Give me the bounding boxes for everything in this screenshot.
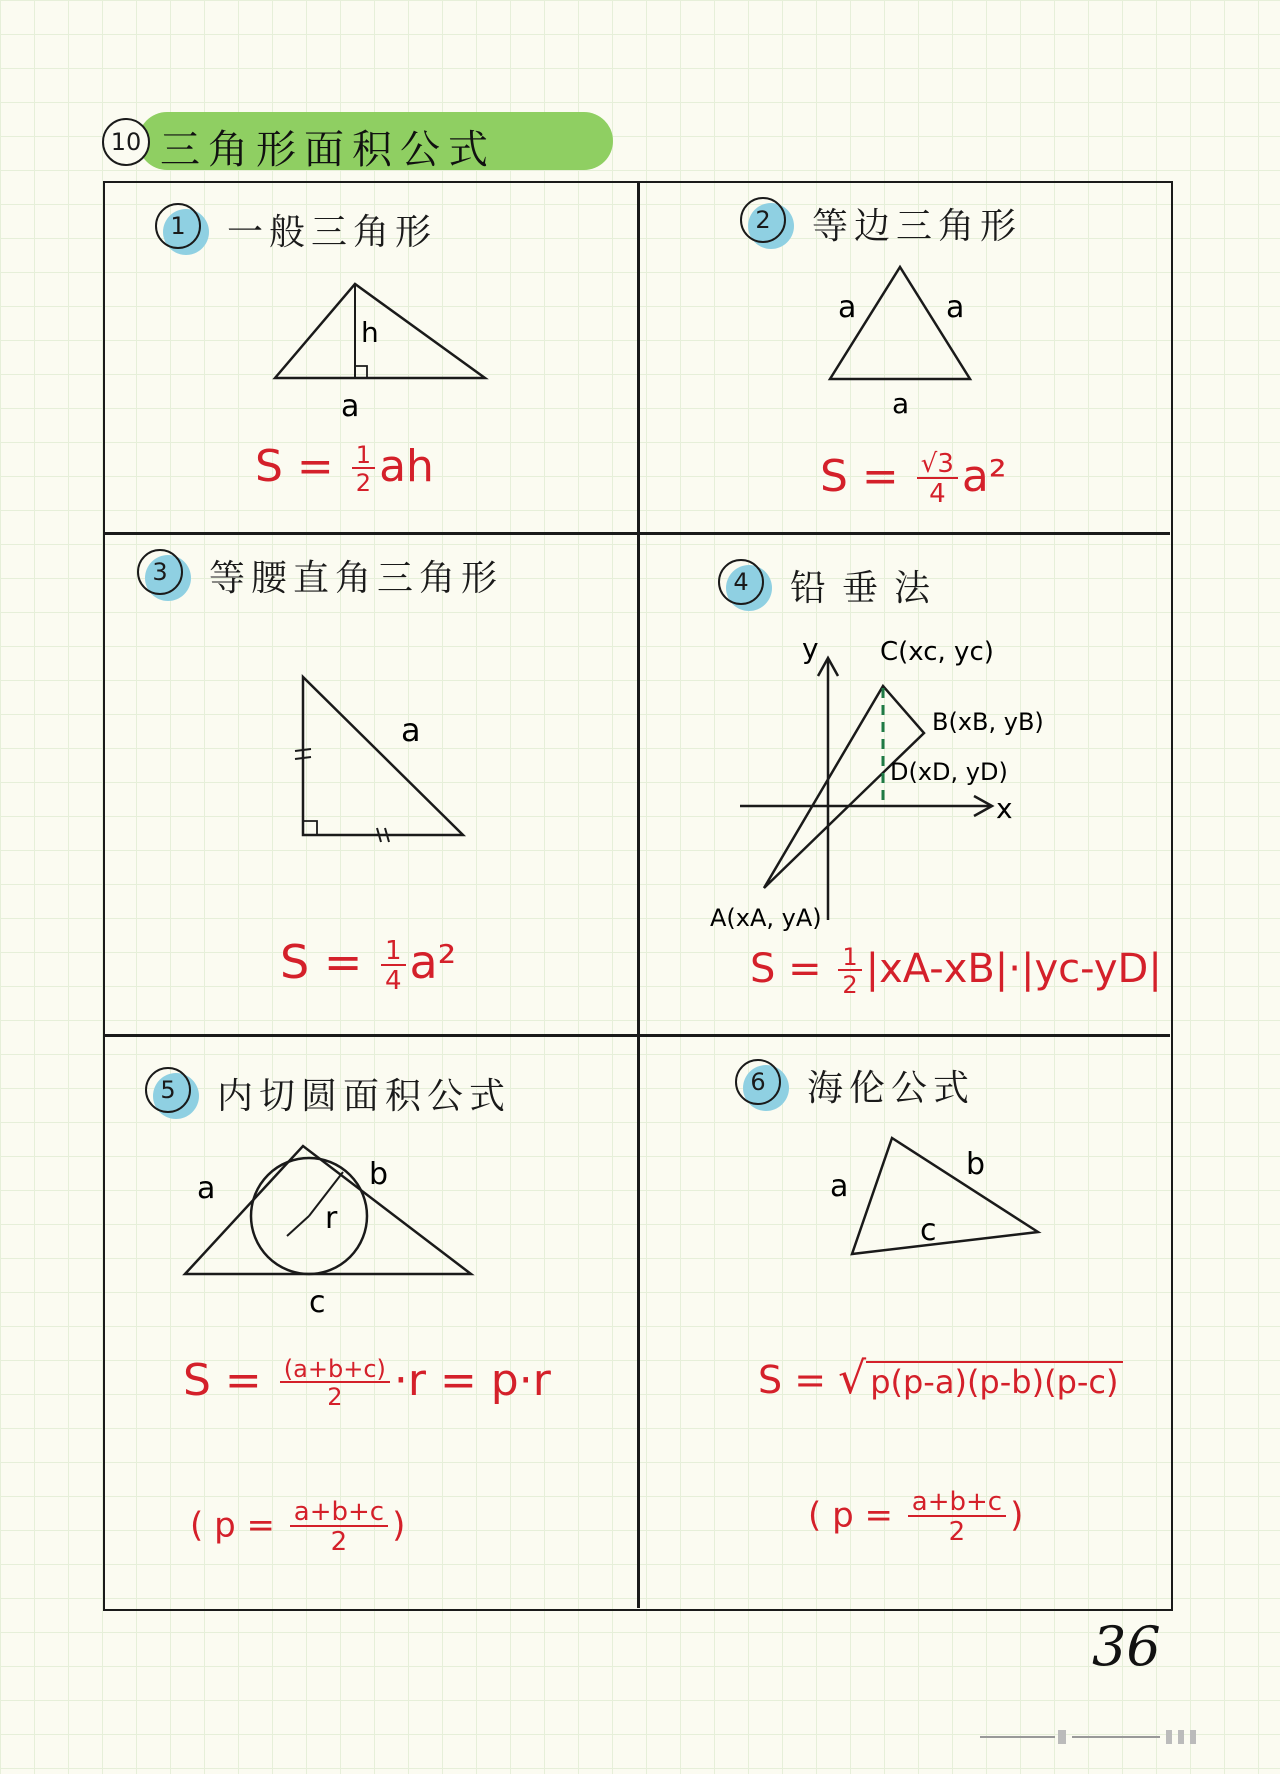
label-b: b bbox=[369, 1157, 389, 1192]
cell-equilateral-triangle bbox=[640, 183, 1170, 532]
coordinate-figure bbox=[710, 630, 1170, 932]
label-a: a bbox=[830, 1169, 849, 1204]
isosceles-right-triangle-figure bbox=[255, 663, 485, 853]
formula-rest: a² bbox=[961, 451, 1007, 502]
formula-rest: |xA-xB|·|yc-yD| bbox=[865, 946, 1162, 992]
label-h: h bbox=[361, 316, 379, 349]
label-a: a bbox=[197, 1171, 216, 1206]
badge-number: 2 bbox=[740, 197, 786, 243]
cell-title: 等腰直角三角形 bbox=[209, 557, 504, 599]
formula-grid bbox=[103, 181, 1173, 1611]
page-number: 36 bbox=[1092, 1615, 1161, 1678]
formula-general bbox=[255, 441, 434, 495]
label-base: a bbox=[341, 389, 360, 424]
formula-vertical-method bbox=[750, 945, 1162, 997]
denominator: 2 bbox=[908, 1515, 1006, 1545]
label-hypotenuse: a bbox=[401, 711, 421, 749]
cell-inscribed-circle bbox=[105, 1037, 637, 1608]
number-badge bbox=[735, 1059, 787, 1111]
badge-number: 5 bbox=[145, 1067, 191, 1113]
fraction bbox=[290, 1499, 388, 1555]
general-triangle-figure bbox=[255, 278, 515, 428]
formula-close: ) bbox=[392, 1505, 406, 1546]
cell-header bbox=[137, 549, 503, 601]
label-right: a bbox=[946, 290, 965, 325]
cell-title: 海伦公式 bbox=[807, 1067, 976, 1109]
formula-close: ) bbox=[1010, 1495, 1024, 1536]
denominator: 4 bbox=[917, 477, 958, 507]
formula-isosceles-right bbox=[280, 935, 456, 994]
equilateral-triangle-figure bbox=[800, 261, 1040, 421]
denominator: 2 bbox=[838, 969, 861, 997]
formula-rest: a² bbox=[409, 935, 457, 989]
radical-sign: √ bbox=[838, 1353, 867, 1404]
formula-heron bbox=[758, 1353, 1123, 1404]
cell-header bbox=[735, 1059, 975, 1111]
numerator: (a+b+c) bbox=[283, 1355, 386, 1383]
label-point-b: B(xB, yB) bbox=[932, 708, 1044, 736]
formula-lhs: S = bbox=[750, 946, 822, 992]
formula-inscribed bbox=[183, 1355, 551, 1409]
cell-header bbox=[145, 1067, 511, 1119]
formula-open: ( p = bbox=[808, 1495, 893, 1536]
label-point-c: C(xc, yc) bbox=[880, 637, 994, 667]
formula-lhs: S = bbox=[183, 1355, 262, 1406]
cell-heron-formula bbox=[640, 1037, 1170, 1608]
badge-number: 1 bbox=[155, 203, 201, 249]
label-b: b bbox=[966, 1147, 986, 1182]
label-c: c bbox=[920, 1213, 937, 1248]
formula-open: ( p = bbox=[190, 1505, 275, 1546]
numerator: 1 bbox=[355, 441, 372, 469]
heron-triangle-figure bbox=[820, 1132, 1080, 1282]
cell-vertical-method bbox=[640, 535, 1170, 1034]
numerator: a+b+c bbox=[293, 1497, 385, 1527]
label-point-a: A(xA, yA) bbox=[710, 904, 822, 932]
numerator: 1 bbox=[842, 943, 858, 971]
label-point-d: D(xD, yD) bbox=[890, 758, 1008, 786]
badge-number: 3 bbox=[137, 549, 183, 595]
label-x-axis: x bbox=[996, 792, 1013, 825]
formula-rest: ·r = p·r bbox=[393, 1355, 551, 1406]
denominator: 4 bbox=[381, 964, 406, 994]
inscribed-circle-figure bbox=[175, 1132, 495, 1322]
label-left: a bbox=[838, 290, 857, 325]
denominator: 2 bbox=[290, 1525, 388, 1555]
numerator: √3 bbox=[920, 449, 954, 479]
numerator: 1 bbox=[385, 935, 402, 966]
label-base: a bbox=[892, 387, 910, 420]
fraction bbox=[908, 1489, 1006, 1545]
number-badge bbox=[137, 549, 189, 601]
cell-general-triangle bbox=[105, 183, 637, 532]
fraction bbox=[838, 945, 861, 997]
cell-title: 铅垂法 bbox=[790, 567, 947, 609]
badge-number: 4 bbox=[718, 559, 764, 605]
cell-title: 内切圆面积公式 bbox=[217, 1075, 512, 1117]
fraction bbox=[352, 443, 375, 495]
label-y-axis: y bbox=[802, 632, 819, 665]
cell-isosceles-right-triangle bbox=[105, 535, 637, 1034]
number-badge bbox=[718, 559, 770, 611]
cell-header bbox=[155, 203, 437, 255]
formula-equilateral bbox=[820, 451, 1007, 507]
badge-number: 6 bbox=[735, 1059, 781, 1105]
label-r: r bbox=[325, 1201, 338, 1236]
fraction bbox=[381, 935, 406, 996]
title-text: 三角形面积公式 bbox=[160, 127, 496, 173]
title-number: 10 bbox=[102, 118, 150, 166]
formula-rest: ah bbox=[379, 441, 434, 492]
fraction bbox=[917, 451, 958, 507]
formula-lhs: S = bbox=[820, 451, 899, 502]
fraction bbox=[280, 1357, 390, 1409]
denominator: 2 bbox=[352, 467, 375, 495]
numerator: a+b+c bbox=[911, 1487, 1003, 1517]
formula-lhs: S = bbox=[758, 1358, 827, 1402]
formula-semiperimeter bbox=[808, 1489, 1023, 1545]
denominator: 2 bbox=[280, 1381, 390, 1409]
number-badge bbox=[155, 203, 207, 255]
notebook-binding-marks bbox=[980, 1730, 1240, 1744]
number-badge bbox=[740, 197, 792, 249]
cell-title: 一般三角形 bbox=[227, 211, 438, 253]
formula-lhs: S = bbox=[255, 441, 334, 492]
formula-semiperimeter bbox=[190, 1499, 405, 1555]
label-c: c bbox=[309, 1285, 326, 1320]
formula-lhs: S = bbox=[280, 935, 363, 989]
radicand: p(p-a)(p-b)(p-c) bbox=[866, 1361, 1122, 1401]
cell-header bbox=[740, 197, 1022, 249]
cell-title: 等边三角形 bbox=[812, 205, 1023, 247]
number-badge bbox=[145, 1067, 197, 1119]
cell-header bbox=[718, 559, 946, 611]
